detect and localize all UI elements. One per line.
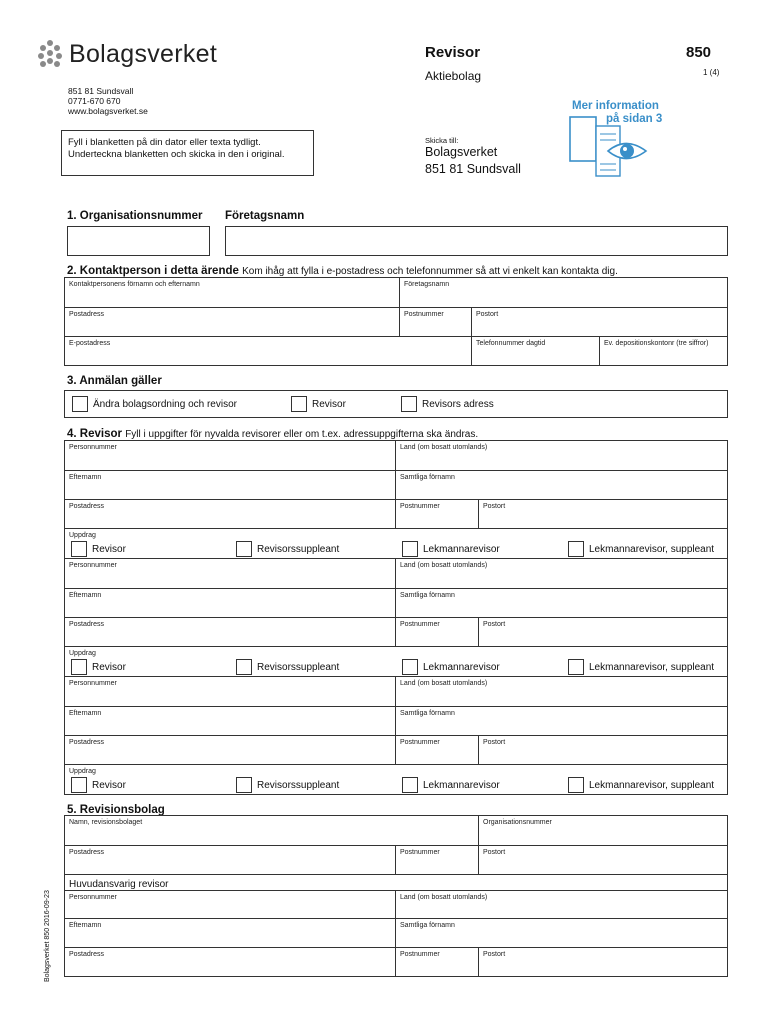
section2-note: Kom ihåg att fylla i e-postadress och telefonnummer så att vi enkelt kan kontakta dig. <box>242 266 618 277</box>
field-label: Efternamn <box>69 592 102 599</box>
auditor-block <box>64 676 728 795</box>
field-label: Postort <box>483 951 506 958</box>
contact-company-field[interactable] <box>400 278 728 308</box>
field-label: Postort <box>476 311 499 318</box>
field-label: Postnummer <box>400 951 440 958</box>
role-checkbox[interactable] <box>71 541 87 557</box>
org-number-input[interactable] <box>67 226 210 256</box>
change-articles-checkbox[interactable] <box>72 396 88 412</box>
role-checkbox[interactable] <box>236 777 252 793</box>
document-eye-icon <box>566 100 676 186</box>
form-subtitle: Aktiebolag <box>425 69 482 83</box>
role-checkbox[interactable] <box>71 659 87 675</box>
principal-auditor-title: Huvudansvarig revisor <box>69 879 169 890</box>
contact-name-field[interactable] <box>65 278 400 308</box>
principal-city-field[interactable] <box>479 948 728 977</box>
section3-title: 3. Anmälan gäller <box>67 375 162 387</box>
field-label: Postadress <box>69 311 105 318</box>
field-label: Personnummer <box>69 562 117 569</box>
field-label: Postnummer <box>404 311 444 318</box>
auditor-postal-number-field[interactable] <box>396 618 479 647</box>
section4-note: Fyll i uppgifter för nyvalda revisorer eller om t.ex. adressuppgifterna ska ändras. <box>125 429 479 440</box>
role-checkbox[interactable] <box>71 777 87 793</box>
address-block <box>68 86 148 116</box>
phone-line: 0771-670 670 <box>68 96 121 106</box>
section5-title: 5. Revisionsbolag <box>67 804 165 816</box>
field-label: Land (om bosatt utomlands) <box>400 894 488 901</box>
role-label: Lekmannarevisor, suppleant <box>589 544 715 555</box>
field-label: Efternamn <box>69 474 102 481</box>
principal-first-names-field[interactable] <box>396 919 728 948</box>
field-label: Samtliga förnamn <box>400 710 455 717</box>
role-label: Lekmannarevisor <box>423 544 500 555</box>
field-label: Uppdrag <box>69 650 96 657</box>
auditor-address-checkbox[interactable] <box>401 396 417 412</box>
instruction-line: Underteckna blanketten och skicka in den i original. <box>68 149 285 160</box>
auditor-block <box>64 558 728 677</box>
contact-postal-number-field[interactable] <box>400 308 472 337</box>
field-label: Postnummer <box>400 621 440 628</box>
field-label: Ev. depositionskontonr (tre siffror) <box>604 340 709 347</box>
principal-country-field[interactable] <box>396 890 728 919</box>
logo-mark <box>38 40 64 68</box>
role-checkbox[interactable] <box>568 777 584 793</box>
field-label: Land (om bosatt utomlands) <box>400 444 488 451</box>
section4-title <box>67 428 478 440</box>
auditor-assignment-row <box>65 647 728 677</box>
field-label: Land (om bosatt utomlands) <box>400 680 488 687</box>
principal-postal-number-field[interactable] <box>396 948 479 977</box>
send-to-label: Skicka till: <box>425 136 459 145</box>
auditor-city-field[interactable] <box>479 618 728 647</box>
logo-text: Bolagsverket <box>69 40 218 68</box>
field-label: Organisationsnummer <box>483 819 552 826</box>
role-label: Revisor <box>92 544 126 555</box>
field-label: Postort <box>483 503 506 510</box>
auditor-country-field[interactable] <box>396 677 728 707</box>
auditor-assignment-row <box>65 765 728 795</box>
contact-person-grid <box>64 277 728 366</box>
role-checkbox[interactable] <box>402 659 418 675</box>
section1-org-number-title: 1. Organisationsnummer <box>67 210 203 222</box>
field-label: Uppdrag <box>69 532 96 539</box>
instructions-box <box>61 130 314 176</box>
field-label: Land (om bosatt utomlands) <box>400 562 488 569</box>
field-label: Uppdrag <box>69 768 96 775</box>
field-label: Postort <box>483 621 506 628</box>
auditor-label: Revisor <box>312 399 346 410</box>
field-label: Telefonnummer dagtid <box>476 340 546 347</box>
firm-org-number-field[interactable] <box>479 816 728 846</box>
role-checkbox[interactable] <box>236 659 252 675</box>
section2-title-text: 2. Kontaktperson i detta ärende <box>67 265 239 277</box>
role-checkbox[interactable] <box>568 541 584 557</box>
field-label: E-postadress <box>69 340 111 347</box>
field-label: Personnummer <box>69 680 117 687</box>
auditor-personal-number-field[interactable] <box>65 559 396 589</box>
role-label: Lekmannarevisor, suppleant <box>589 780 715 791</box>
change-articles-label: Ändra bolagsordning och revisor <box>93 399 237 410</box>
field-label: Efternamn <box>69 710 102 717</box>
field-label: Postort <box>483 849 506 856</box>
auditor-personal-number-field[interactable] <box>65 441 396 471</box>
auditor-city-field[interactable] <box>479 500 728 529</box>
address-line: 851 81 Sundsvall <box>68 86 134 96</box>
recipient-name: Bolagsverket <box>425 145 498 159</box>
auditor-postal-address-field[interactable] <box>65 500 396 529</box>
field-label: Personnummer <box>69 444 117 451</box>
form-number: 850 <box>686 44 712 61</box>
field-label: Postadress <box>69 739 105 746</box>
principal-postal-address-field[interactable] <box>65 948 396 977</box>
field-label: Postort <box>483 739 506 746</box>
role-checkbox[interactable] <box>568 659 584 675</box>
firm-postal-address-field[interactable] <box>65 846 396 875</box>
field-label: Postadress <box>69 849 105 856</box>
field-label: Postnummer <box>400 849 440 856</box>
auditor-first-names-field[interactable] <box>396 707 728 736</box>
contact-deposit-account-field[interactable] <box>600 337 728 366</box>
role-checkbox[interactable] <box>402 777 418 793</box>
field-label: Företagsnamn <box>404 281 450 288</box>
section4-title-text: 4. Revisor <box>67 428 122 440</box>
field-label: Namn, revisionsbolaget <box>69 819 143 826</box>
contact-phone-field[interactable] <box>472 337 600 366</box>
recipient-city: 851 81 Sundsvall <box>425 162 521 176</box>
auditor-postal-number-field[interactable] <box>396 500 479 529</box>
auditor-first-names-field[interactable] <box>396 471 728 500</box>
contact-postal-address-field[interactable] <box>65 308 400 337</box>
role-checkbox[interactable] <box>402 541 418 557</box>
audit-firm-grid <box>64 815 728 977</box>
auditor-first-names-field[interactable] <box>396 589 728 618</box>
form-title: Revisor <box>425 44 481 61</box>
company-name-input[interactable] <box>225 226 728 256</box>
instruction-line: Fyll i blanketten på din dator eller texta tydligt. <box>68 137 261 148</box>
role-label: Lekmannarevisor, suppleant <box>589 662 715 673</box>
firm-city-field[interactable] <box>479 846 728 875</box>
field-label: Samtliga förnamn <box>400 922 455 929</box>
role-checkbox[interactable] <box>236 541 252 557</box>
auditor-personal-number-field[interactable] <box>65 677 396 707</box>
role-label: Revisorssuppleant <box>257 662 340 673</box>
field-label: Postnummer <box>400 739 440 746</box>
section2-title <box>67 265 618 277</box>
field-label: Postnummer <box>400 503 440 510</box>
contact-city-field[interactable] <box>472 308 728 337</box>
page-indicator: 1 (4) <box>703 68 720 77</box>
auditor-last-name-field[interactable] <box>65 589 396 618</box>
more-info-graphic <box>566 100 676 186</box>
auditor-postal-address-field[interactable] <box>65 618 396 647</box>
auditor-last-name-field[interactable] <box>65 707 396 736</box>
role-label: Revisorssuppleant <box>257 544 340 555</box>
field-label: Postadress <box>69 951 105 958</box>
auditor-city-field[interactable] <box>479 736 728 765</box>
principal-last-name-field[interactable] <box>65 919 396 948</box>
field-label: Samtliga förnamn <box>400 474 455 481</box>
role-label: Revisorssuppleant <box>257 780 340 791</box>
side-footer-text: Bolagsverket 850 2016-09-23 <box>44 890 51 982</box>
role-label: Lekmannarevisor <box>423 662 500 673</box>
firm-name-field[interactable] <box>65 816 479 846</box>
auditor-address-label: Revisors adress <box>422 399 494 410</box>
field-label: Efternamn <box>69 922 102 929</box>
auditor-postal-number-field[interactable] <box>396 736 479 765</box>
role-label: Lekmannarevisor <box>423 780 500 791</box>
firm-postal-number-field[interactable] <box>396 846 479 875</box>
auditor-country-field[interactable] <box>396 441 728 471</box>
auditor-country-field[interactable] <box>396 559 728 589</box>
auditor-block <box>64 440 728 559</box>
role-label: Revisor <box>92 662 126 673</box>
section1-company-title: Företagsnamn <box>225 210 305 222</box>
more-info-line2: på sidan 3 <box>606 113 663 125</box>
role-label: Revisor <box>92 780 126 791</box>
field-label: Personnummer <box>69 894 117 901</box>
auditor-postal-address-field[interactable] <box>65 736 396 765</box>
principal-auditor-heading <box>65 875 728 890</box>
application-options-box <box>64 390 728 418</box>
principal-personal-number-field[interactable] <box>65 890 396 919</box>
field-label: Postadress <box>69 621 105 628</box>
field-label: Samtliga förnamn <box>400 592 455 599</box>
more-info-line1: Mer information <box>572 100 659 112</box>
auditor-checkbox[interactable] <box>291 396 307 412</box>
field-label: Kontaktpersonens förnamn och efternamn <box>69 281 200 288</box>
website-line: www.bolagsverket.se <box>68 106 148 116</box>
contact-email-field[interactable] <box>65 337 472 366</box>
auditor-assignment-row <box>65 529 728 559</box>
auditor-last-name-field[interactable] <box>65 471 396 500</box>
field-label: Postadress <box>69 503 105 510</box>
